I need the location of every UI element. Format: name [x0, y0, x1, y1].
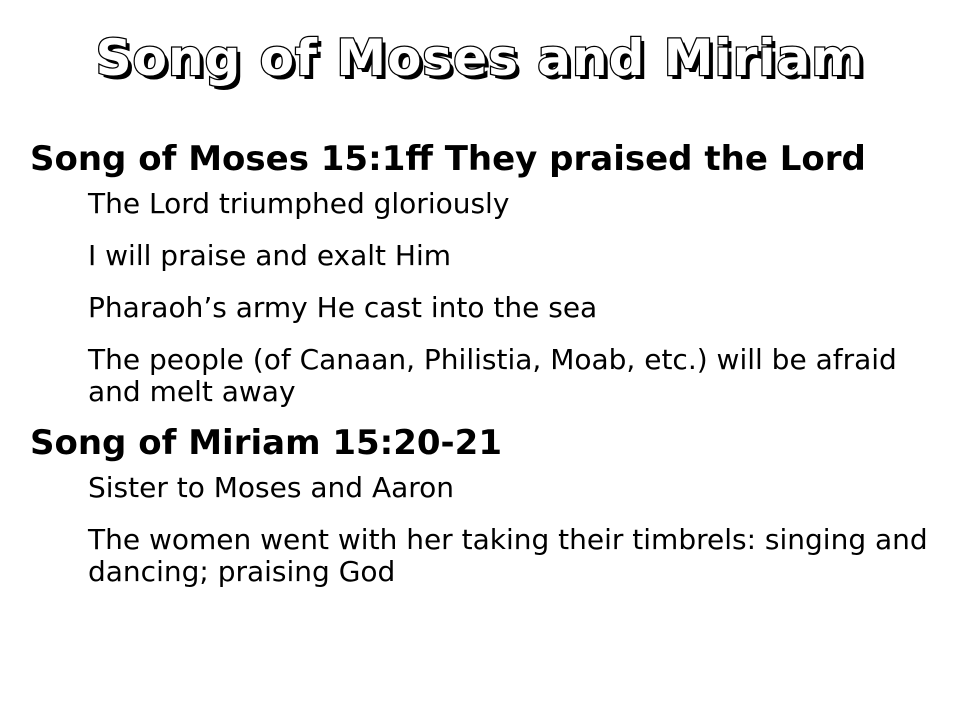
song-of-moses-points — [30, 188, 930, 408]
list-item: I will praise and exalt Him — [88, 239, 452, 272]
list-item: The Lord triumphed gloriously — [88, 187, 510, 220]
song-of-miriam-points — [30, 472, 930, 588]
section-heading-song-of-moses: Song of Moses 15:1ff They praised the Lord — [30, 139, 866, 179]
slide-body — [30, 138, 930, 588]
slide-title: Song of Moses and Miriam — [95, 29, 865, 87]
list-item: Pharaoh’s army He cast into the sea — [88, 291, 598, 324]
list-item: Sister to Moses and Aaron — [88, 471, 455, 504]
list-item: The women went with her taking their timbrels: singing and dancing; praising God — [88, 523, 928, 588]
list-item: The people (of Canaan, Philistia, Moab, etc.) will be afraid and melt away — [88, 343, 897, 408]
section-heading-song-of-miriam: Song of Miriam 15:20-21 — [30, 423, 502, 463]
